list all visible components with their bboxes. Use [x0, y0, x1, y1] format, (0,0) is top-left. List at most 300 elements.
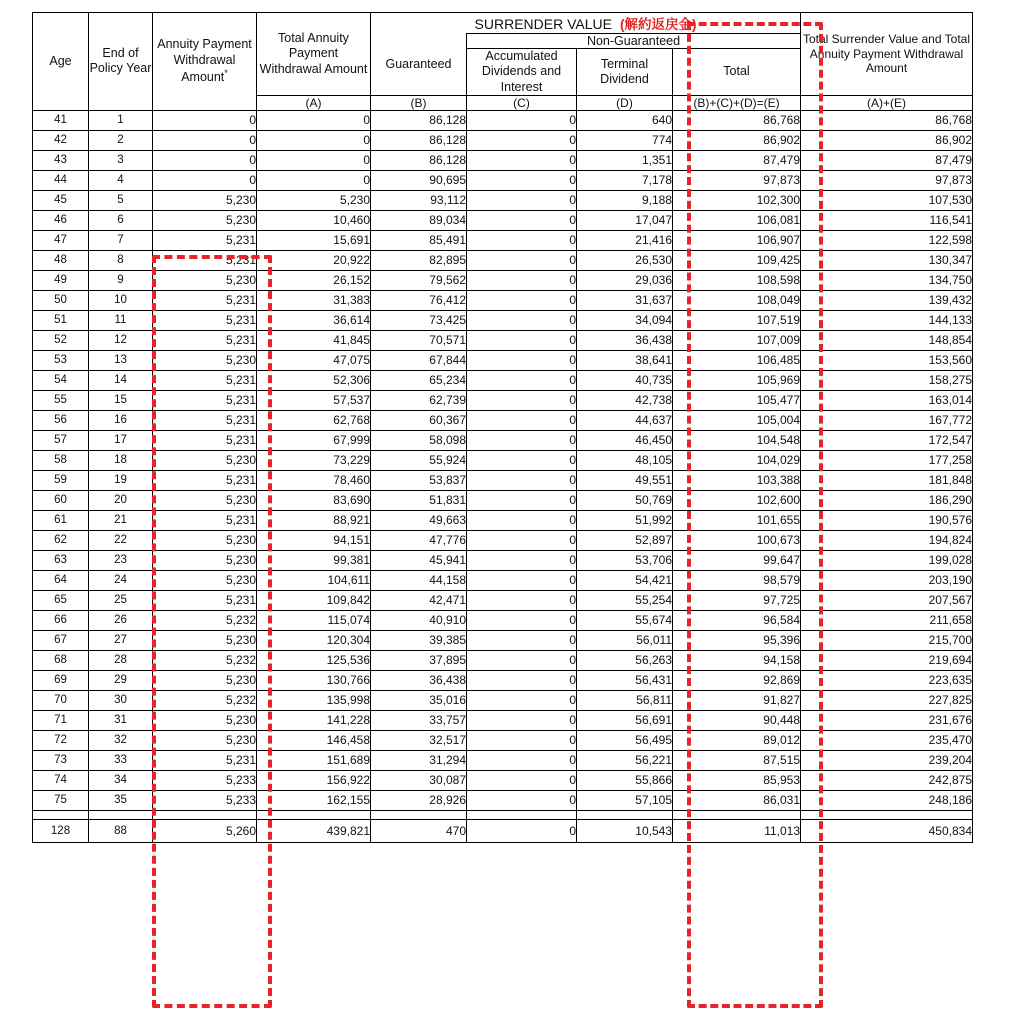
cell-accumulated-dividends: 0: [467, 310, 577, 330]
table-row: [33, 770, 973, 790]
cell-total-surrender-value: 98,579: [673, 570, 801, 590]
table-row: [33, 110, 973, 130]
cell-total-value: 231,676: [801, 710, 973, 730]
cell-total-surrender-value: 106,081: [673, 210, 801, 230]
cell-total-annuity-payment: 151,689: [257, 750, 371, 770]
header-code-a: (A): [257, 95, 371, 110]
cell-policy-year: 14: [89, 370, 153, 390]
cell-terminal-dividend: 50,769: [577, 490, 673, 510]
cell-total-value: 86,768: [801, 110, 973, 130]
cell-policy-year: 21: [89, 510, 153, 530]
cell-total-annuity-payment: 41,845: [257, 330, 371, 350]
cell-annuity-payment: 5,230: [153, 210, 257, 230]
cell-terminal-dividend: 38,641: [577, 350, 673, 370]
cell-total-surrender-value: 86,768: [673, 110, 801, 130]
cell-accumulated-dividends: 0: [467, 510, 577, 530]
cell-terminal-dividend: 55,254: [577, 590, 673, 610]
header-annuity-footnote-marker: *: [224, 67, 228, 78]
cell-total-annuity-payment: 125,536: [257, 650, 371, 670]
cell-total-surrender-value: 106,907: [673, 230, 801, 250]
table-row: [33, 410, 973, 430]
header-total: Total: [673, 49, 801, 96]
cell-total-value: 190,576: [801, 510, 973, 530]
cell-terminal-dividend: 10,543: [577, 819, 673, 842]
table-row: [33, 150, 973, 170]
table-row: [33, 550, 973, 570]
cell-terminal-dividend: 56,691: [577, 710, 673, 730]
cell-total-annuity-payment: 146,458: [257, 730, 371, 750]
cell-total-surrender-value: 104,029: [673, 450, 801, 470]
cell-guaranteed: 42,471: [371, 590, 467, 610]
cell-guaranteed: 40,910: [371, 610, 467, 630]
cell-policy-year: 25: [89, 590, 153, 610]
cell-accumulated-dividends: 0: [467, 390, 577, 410]
cell-accumulated-dividends: 0: [467, 790, 577, 810]
cell-accumulated-dividends: 0: [467, 430, 577, 450]
cell-total-annuity-payment: 73,229: [257, 450, 371, 470]
cell-total-annuity-payment: 15,691: [257, 230, 371, 250]
cell-annuity-payment: 5,232: [153, 690, 257, 710]
cell-guaranteed: 39,385: [371, 630, 467, 650]
cell-guaranteed: 65,234: [371, 370, 467, 390]
cell-age: 67: [33, 630, 89, 650]
cell-total-annuity-payment: 20,922: [257, 250, 371, 270]
cell-age: 65: [33, 590, 89, 610]
cell-total-value: 450,834: [801, 819, 973, 842]
cell-accumulated-dividends: 0: [467, 110, 577, 130]
table-row: [33, 270, 973, 290]
cell-policy-year: 16: [89, 410, 153, 430]
cell-age: 46: [33, 210, 89, 230]
cell-annuity-payment: 5,230: [153, 730, 257, 750]
cell-guaranteed: 44,158: [371, 570, 467, 590]
cell-age: 57: [33, 430, 89, 450]
cell-guaranteed: 85,491: [371, 230, 467, 250]
cell-terminal-dividend: 55,866: [577, 770, 673, 790]
cell-age: 63: [33, 550, 89, 570]
cell-age: 54: [33, 370, 89, 390]
gap-cell: [153, 810, 257, 819]
cell-terminal-dividend: 40,735: [577, 370, 673, 390]
cell-total-annuity-payment: 0: [257, 170, 371, 190]
table-row: [33, 490, 973, 510]
cell-age: 73: [33, 750, 89, 770]
cell-total-surrender-value: 103,388: [673, 470, 801, 490]
cell-accumulated-dividends: 0: [467, 650, 577, 670]
cell-guaranteed: 86,128: [371, 150, 467, 170]
cell-policy-year: 23: [89, 550, 153, 570]
cell-accumulated-dividends: 0: [467, 410, 577, 430]
cell-terminal-dividend: 31,637: [577, 290, 673, 310]
cell-annuity-payment: 5,230: [153, 630, 257, 650]
cell-total-surrender-value: 108,049: [673, 290, 801, 310]
cell-annuity-payment: 5,231: [153, 590, 257, 610]
cell-terminal-dividend: 51,992: [577, 510, 673, 530]
cell-terminal-dividend: 56,221: [577, 750, 673, 770]
cell-policy-year: 1: [89, 110, 153, 130]
cell-age: 45: [33, 190, 89, 210]
cell-guaranteed: 33,757: [371, 710, 467, 730]
cell-accumulated-dividends: 0: [467, 370, 577, 390]
illustration-sheet: [32, 12, 972, 990]
cell-total-annuity-payment: 83,690: [257, 490, 371, 510]
cell-total-value: 158,275: [801, 370, 973, 390]
cell-total-value: 186,290: [801, 490, 973, 510]
cell-total-surrender-value: 99,647: [673, 550, 801, 570]
cell-policy-year: 2: [89, 130, 153, 150]
cell-annuity-payment: 5,231: [153, 390, 257, 410]
table-row: [33, 430, 973, 450]
cell-guaranteed: 37,895: [371, 650, 467, 670]
cell-total-value: 227,825: [801, 690, 973, 710]
gap-cell: [673, 810, 801, 819]
cell-guaranteed: 49,663: [371, 510, 467, 530]
cell-total-annuity-payment: 94,151: [257, 530, 371, 550]
cell-total-annuity-payment: 104,611: [257, 570, 371, 590]
cell-accumulated-dividends: 0: [467, 610, 577, 630]
cell-policy-year: 32: [89, 730, 153, 750]
cell-policy-year: 35: [89, 790, 153, 810]
cell-total-annuity-payment: 156,922: [257, 770, 371, 790]
table-row: [33, 790, 973, 810]
cell-annuity-payment: 5,231: [153, 230, 257, 250]
cell-terminal-dividend: 49,551: [577, 470, 673, 490]
cell-total-surrender-value: 97,725: [673, 590, 801, 610]
cell-annuity-payment: 5,231: [153, 410, 257, 430]
header-annuity-label: Annuity Payment Withdrawal Amount: [157, 37, 252, 85]
cell-annuity-payment: 5,230: [153, 190, 257, 210]
gap-cell: [89, 810, 153, 819]
cell-annuity-payment: 5,231: [153, 370, 257, 390]
cell-guaranteed: 32,517: [371, 730, 467, 750]
cell-total-surrender-value: 107,519: [673, 310, 801, 330]
cell-annuity-payment: 5,231: [153, 510, 257, 530]
header-total-annuity-payment-withdrawal-amount: Total Annuity Payment Withdrawal Amount: [257, 13, 371, 96]
cell-total-value: 203,190: [801, 570, 973, 590]
cell-terminal-dividend: 774: [577, 130, 673, 150]
cell-accumulated-dividends: 0: [467, 770, 577, 790]
cell-annuity-payment: 5,230: [153, 490, 257, 510]
cell-total-annuity-payment: 115,074: [257, 610, 371, 630]
cell-total-annuity-payment: 57,537: [257, 390, 371, 410]
cell-total-value: 163,014: [801, 390, 973, 410]
cell-terminal-dividend: 42,738: [577, 390, 673, 410]
cell-total-value: 181,848: [801, 470, 973, 490]
header-age: Age: [33, 13, 89, 111]
cell-accumulated-dividends: 0: [467, 270, 577, 290]
cell-total-annuity-payment: 26,152: [257, 270, 371, 290]
cell-total-value: 167,772: [801, 410, 973, 430]
cell-terminal-dividend: 56,431: [577, 670, 673, 690]
header-end-of-policy-year: End of Policy Year: [89, 13, 153, 111]
cell-total-value: 172,547: [801, 430, 973, 450]
cell-guaranteed: 53,837: [371, 470, 467, 490]
cell-terminal-dividend: 56,495: [577, 730, 673, 750]
cell-accumulated-dividends: 0: [467, 630, 577, 650]
cell-total-value: 177,258: [801, 450, 973, 470]
cell-age: 71: [33, 710, 89, 730]
cell-age: 60: [33, 490, 89, 510]
cell-total-surrender-value: 94,158: [673, 650, 801, 670]
cell-total-value: 107,530: [801, 190, 973, 210]
cell-total-value: 211,658: [801, 610, 973, 630]
cell-accumulated-dividends: 0: [467, 590, 577, 610]
cell-accumulated-dividends: 0: [467, 170, 577, 190]
cell-total-surrender-value: 105,477: [673, 390, 801, 410]
cell-annuity-payment: 5,231: [153, 310, 257, 330]
cell-terminal-dividend: 26,530: [577, 250, 673, 270]
cell-total-surrender-value: 11,013: [673, 819, 801, 842]
cell-total-annuity-payment: 0: [257, 110, 371, 130]
cell-guaranteed: 470: [371, 819, 467, 842]
cell-total-value: 219,694: [801, 650, 973, 670]
cell-accumulated-dividends: 0: [467, 350, 577, 370]
cell-accumulated-dividends: 0: [467, 210, 577, 230]
cell-total-value: 148,854: [801, 330, 973, 350]
header-code-c: (C): [467, 95, 577, 110]
table-row: [33, 630, 973, 650]
cell-annuity-payment: 5,233: [153, 770, 257, 790]
header-terminal-dividend: Terminal Dividend: [577, 49, 673, 96]
cell-total-value: 116,541: [801, 210, 973, 230]
policy-values-table: [32, 12, 973, 843]
cell-age: 51: [33, 310, 89, 330]
cell-annuity-payment: 5,230: [153, 530, 257, 550]
cell-total-annuity-payment: 109,842: [257, 590, 371, 610]
table-row: [33, 330, 973, 350]
cell-guaranteed: 82,895: [371, 250, 467, 270]
cell-guaranteed: 60,367: [371, 410, 467, 430]
table-row: [33, 350, 973, 370]
cell-total-annuity-payment: 31,383: [257, 290, 371, 310]
table-row: [33, 590, 973, 610]
cell-annuity-payment: 0: [153, 110, 257, 130]
cell-age: 70: [33, 690, 89, 710]
cell-age: 55: [33, 390, 89, 410]
cell-age: 43: [33, 150, 89, 170]
cell-guaranteed: 55,924: [371, 450, 467, 470]
table-row: [33, 710, 973, 730]
cell-accumulated-dividends: 0: [467, 750, 577, 770]
cell-terminal-dividend: 44,637: [577, 410, 673, 430]
cell-annuity-payment: 5,230: [153, 670, 257, 690]
cell-annuity-payment: 5,230: [153, 270, 257, 290]
gap-cell: [257, 810, 371, 819]
cell-total-surrender-value: 107,009: [673, 330, 801, 350]
cell-accumulated-dividends: 0: [467, 710, 577, 730]
cell-total-value: 130,347: [801, 250, 973, 270]
cell-total-annuity-payment: 120,304: [257, 630, 371, 650]
cell-age: 72: [33, 730, 89, 750]
table-row: [33, 690, 973, 710]
cell-accumulated-dividends: 0: [467, 290, 577, 310]
cell-terminal-dividend: 48,105: [577, 450, 673, 470]
cell-policy-year: 88: [89, 819, 153, 842]
cell-total-surrender-value: 86,031: [673, 790, 801, 810]
table-row: [33, 390, 973, 410]
cell-guaranteed: 62,739: [371, 390, 467, 410]
cell-guaranteed: 45,941: [371, 550, 467, 570]
cell-total-value: 223,635: [801, 670, 973, 690]
table-row: [33, 510, 973, 530]
cell-total-annuity-payment: 47,075: [257, 350, 371, 370]
cell-age: 53: [33, 350, 89, 370]
cell-age: 75: [33, 790, 89, 810]
cell-total-annuity-payment: 162,155: [257, 790, 371, 810]
cell-guaranteed: 67,844: [371, 350, 467, 370]
cell-policy-year: 11: [89, 310, 153, 330]
table-body: [33, 110, 973, 842]
cell-total-value: 97,873: [801, 170, 973, 190]
cell-age: 74: [33, 770, 89, 790]
cell-annuity-payment: 0: [153, 150, 257, 170]
cell-total-surrender-value: 100,673: [673, 530, 801, 550]
cell-policy-year: 8: [89, 250, 153, 270]
cell-policy-year: 12: [89, 330, 153, 350]
cell-terminal-dividend: 1,351: [577, 150, 673, 170]
cell-guaranteed: 90,695: [371, 170, 467, 190]
cell-policy-year: 34: [89, 770, 153, 790]
cell-total-surrender-value: 97,873: [673, 170, 801, 190]
table-row: [33, 530, 973, 550]
cell-age: 48: [33, 250, 89, 270]
cell-age: 61: [33, 510, 89, 530]
cell-policy-year: 18: [89, 450, 153, 470]
cell-total-annuity-payment: 0: [257, 150, 371, 170]
cell-age: 47: [33, 230, 89, 250]
cell-age: 52: [33, 330, 89, 350]
cell-accumulated-dividends: 0: [467, 819, 577, 842]
cell-policy-year: 10: [89, 290, 153, 310]
cell-total-annuity-payment: 5,230: [257, 190, 371, 210]
cell-guaranteed: 36,438: [371, 670, 467, 690]
header-code-b: (B): [371, 95, 467, 110]
cell-annuity-payment: 5,230: [153, 450, 257, 470]
cell-annuity-payment: 5,230: [153, 350, 257, 370]
header-guaranteed: Guaranteed: [371, 34, 467, 96]
cell-annuity-payment: 5,230: [153, 710, 257, 730]
cell-guaranteed: 86,128: [371, 130, 467, 150]
cell-age: 59: [33, 470, 89, 490]
cell-annuity-payment: 5,233: [153, 790, 257, 810]
cell-total-value: 207,567: [801, 590, 973, 610]
cell-age: 49: [33, 270, 89, 290]
cell-accumulated-dividends: 0: [467, 330, 577, 350]
cell-annuity-payment: 5,230: [153, 550, 257, 570]
cell-policy-year: 19: [89, 470, 153, 490]
cell-age: 56: [33, 410, 89, 430]
cell-terminal-dividend: 56,263: [577, 650, 673, 670]
cell-guaranteed: 70,571: [371, 330, 467, 350]
gap-cell: [577, 810, 673, 819]
cell-age: 66: [33, 610, 89, 630]
cell-total-value: 194,824: [801, 530, 973, 550]
cell-guaranteed: 76,412: [371, 290, 467, 310]
gap-cell: [371, 810, 467, 819]
cell-accumulated-dividends: 0: [467, 570, 577, 590]
cell-total-value: 139,432: [801, 290, 973, 310]
cell-policy-year: 4: [89, 170, 153, 190]
table-row: [33, 290, 973, 310]
cell-total-value: 239,204: [801, 750, 973, 770]
cell-total-value: 153,560: [801, 350, 973, 370]
cell-total-surrender-value: 108,598: [673, 270, 801, 290]
cell-total-surrender-value: 102,300: [673, 190, 801, 210]
table-row: [33, 670, 973, 690]
cell-total-surrender-value: 89,012: [673, 730, 801, 750]
cell-accumulated-dividends: 0: [467, 450, 577, 470]
table-header: [33, 13, 973, 111]
cell-accumulated-dividends: 0: [467, 690, 577, 710]
cell-annuity-payment: 5,231: [153, 750, 257, 770]
cell-age: 62: [33, 530, 89, 550]
cell-total-value: 199,028: [801, 550, 973, 570]
cell-total-surrender-value: 92,869: [673, 670, 801, 690]
cell-total-value: 242,875: [801, 770, 973, 790]
table-row: [33, 230, 973, 250]
cell-guaranteed: 47,776: [371, 530, 467, 550]
cell-total-surrender-value: 90,448: [673, 710, 801, 730]
cell-total-annuity-payment: 135,998: [257, 690, 371, 710]
cell-total-annuity-payment: 0: [257, 130, 371, 150]
cell-terminal-dividend: 34,094: [577, 310, 673, 330]
cell-total-surrender-value: 104,548: [673, 430, 801, 450]
table-row: [33, 730, 973, 750]
cell-terminal-dividend: 17,047: [577, 210, 673, 230]
cell-total-surrender-value: 87,515: [673, 750, 801, 770]
cell-guaranteed: 28,926: [371, 790, 467, 810]
cell-accumulated-dividends: 0: [467, 670, 577, 690]
cell-total-value: 122,598: [801, 230, 973, 250]
cell-guaranteed: 35,016: [371, 690, 467, 710]
cell-total-annuity-payment: 141,228: [257, 710, 371, 730]
cell-policy-year: 26: [89, 610, 153, 630]
cell-terminal-dividend: 53,706: [577, 550, 673, 570]
cell-annuity-payment: 5,231: [153, 430, 257, 450]
cell-total-annuity-payment: 439,821: [257, 819, 371, 842]
cell-accumulated-dividends: 0: [467, 190, 577, 210]
header-code-ae: (A)+(E): [801, 95, 973, 110]
cell-age: 44: [33, 170, 89, 190]
cell-annuity-payment: 0: [153, 130, 257, 150]
cell-annuity-payment: 5,231: [153, 330, 257, 350]
cell-policy-year: 9: [89, 270, 153, 290]
cell-total-annuity-payment: 62,768: [257, 410, 371, 430]
cell-accumulated-dividends: 0: [467, 150, 577, 170]
cell-policy-year: 33: [89, 750, 153, 770]
cell-total-surrender-value: 105,969: [673, 370, 801, 390]
cell-total-value: 248,186: [801, 790, 973, 810]
cell-total-annuity-payment: 78,460: [257, 470, 371, 490]
cell-age: 64: [33, 570, 89, 590]
table-row: [33, 130, 973, 150]
cell-annuity-payment: 5,231: [153, 250, 257, 270]
cell-terminal-dividend: 9,188: [577, 190, 673, 210]
cell-guaranteed: 30,087: [371, 770, 467, 790]
cell-annuity-payment: 5,231: [153, 290, 257, 310]
cell-guaranteed: 31,294: [371, 750, 467, 770]
cell-total-surrender-value: 95,396: [673, 630, 801, 650]
cell-accumulated-dividends: 0: [467, 230, 577, 250]
cell-guaranteed: 86,128: [371, 110, 467, 130]
cell-total-surrender-value: 105,004: [673, 410, 801, 430]
table-row: [33, 250, 973, 270]
cell-total-annuity-payment: 130,766: [257, 670, 371, 690]
cell-policy-year: 28: [89, 650, 153, 670]
table-row: [33, 190, 973, 210]
cell-policy-year: 27: [89, 630, 153, 650]
cell-annuity-payment: 5,232: [153, 650, 257, 670]
